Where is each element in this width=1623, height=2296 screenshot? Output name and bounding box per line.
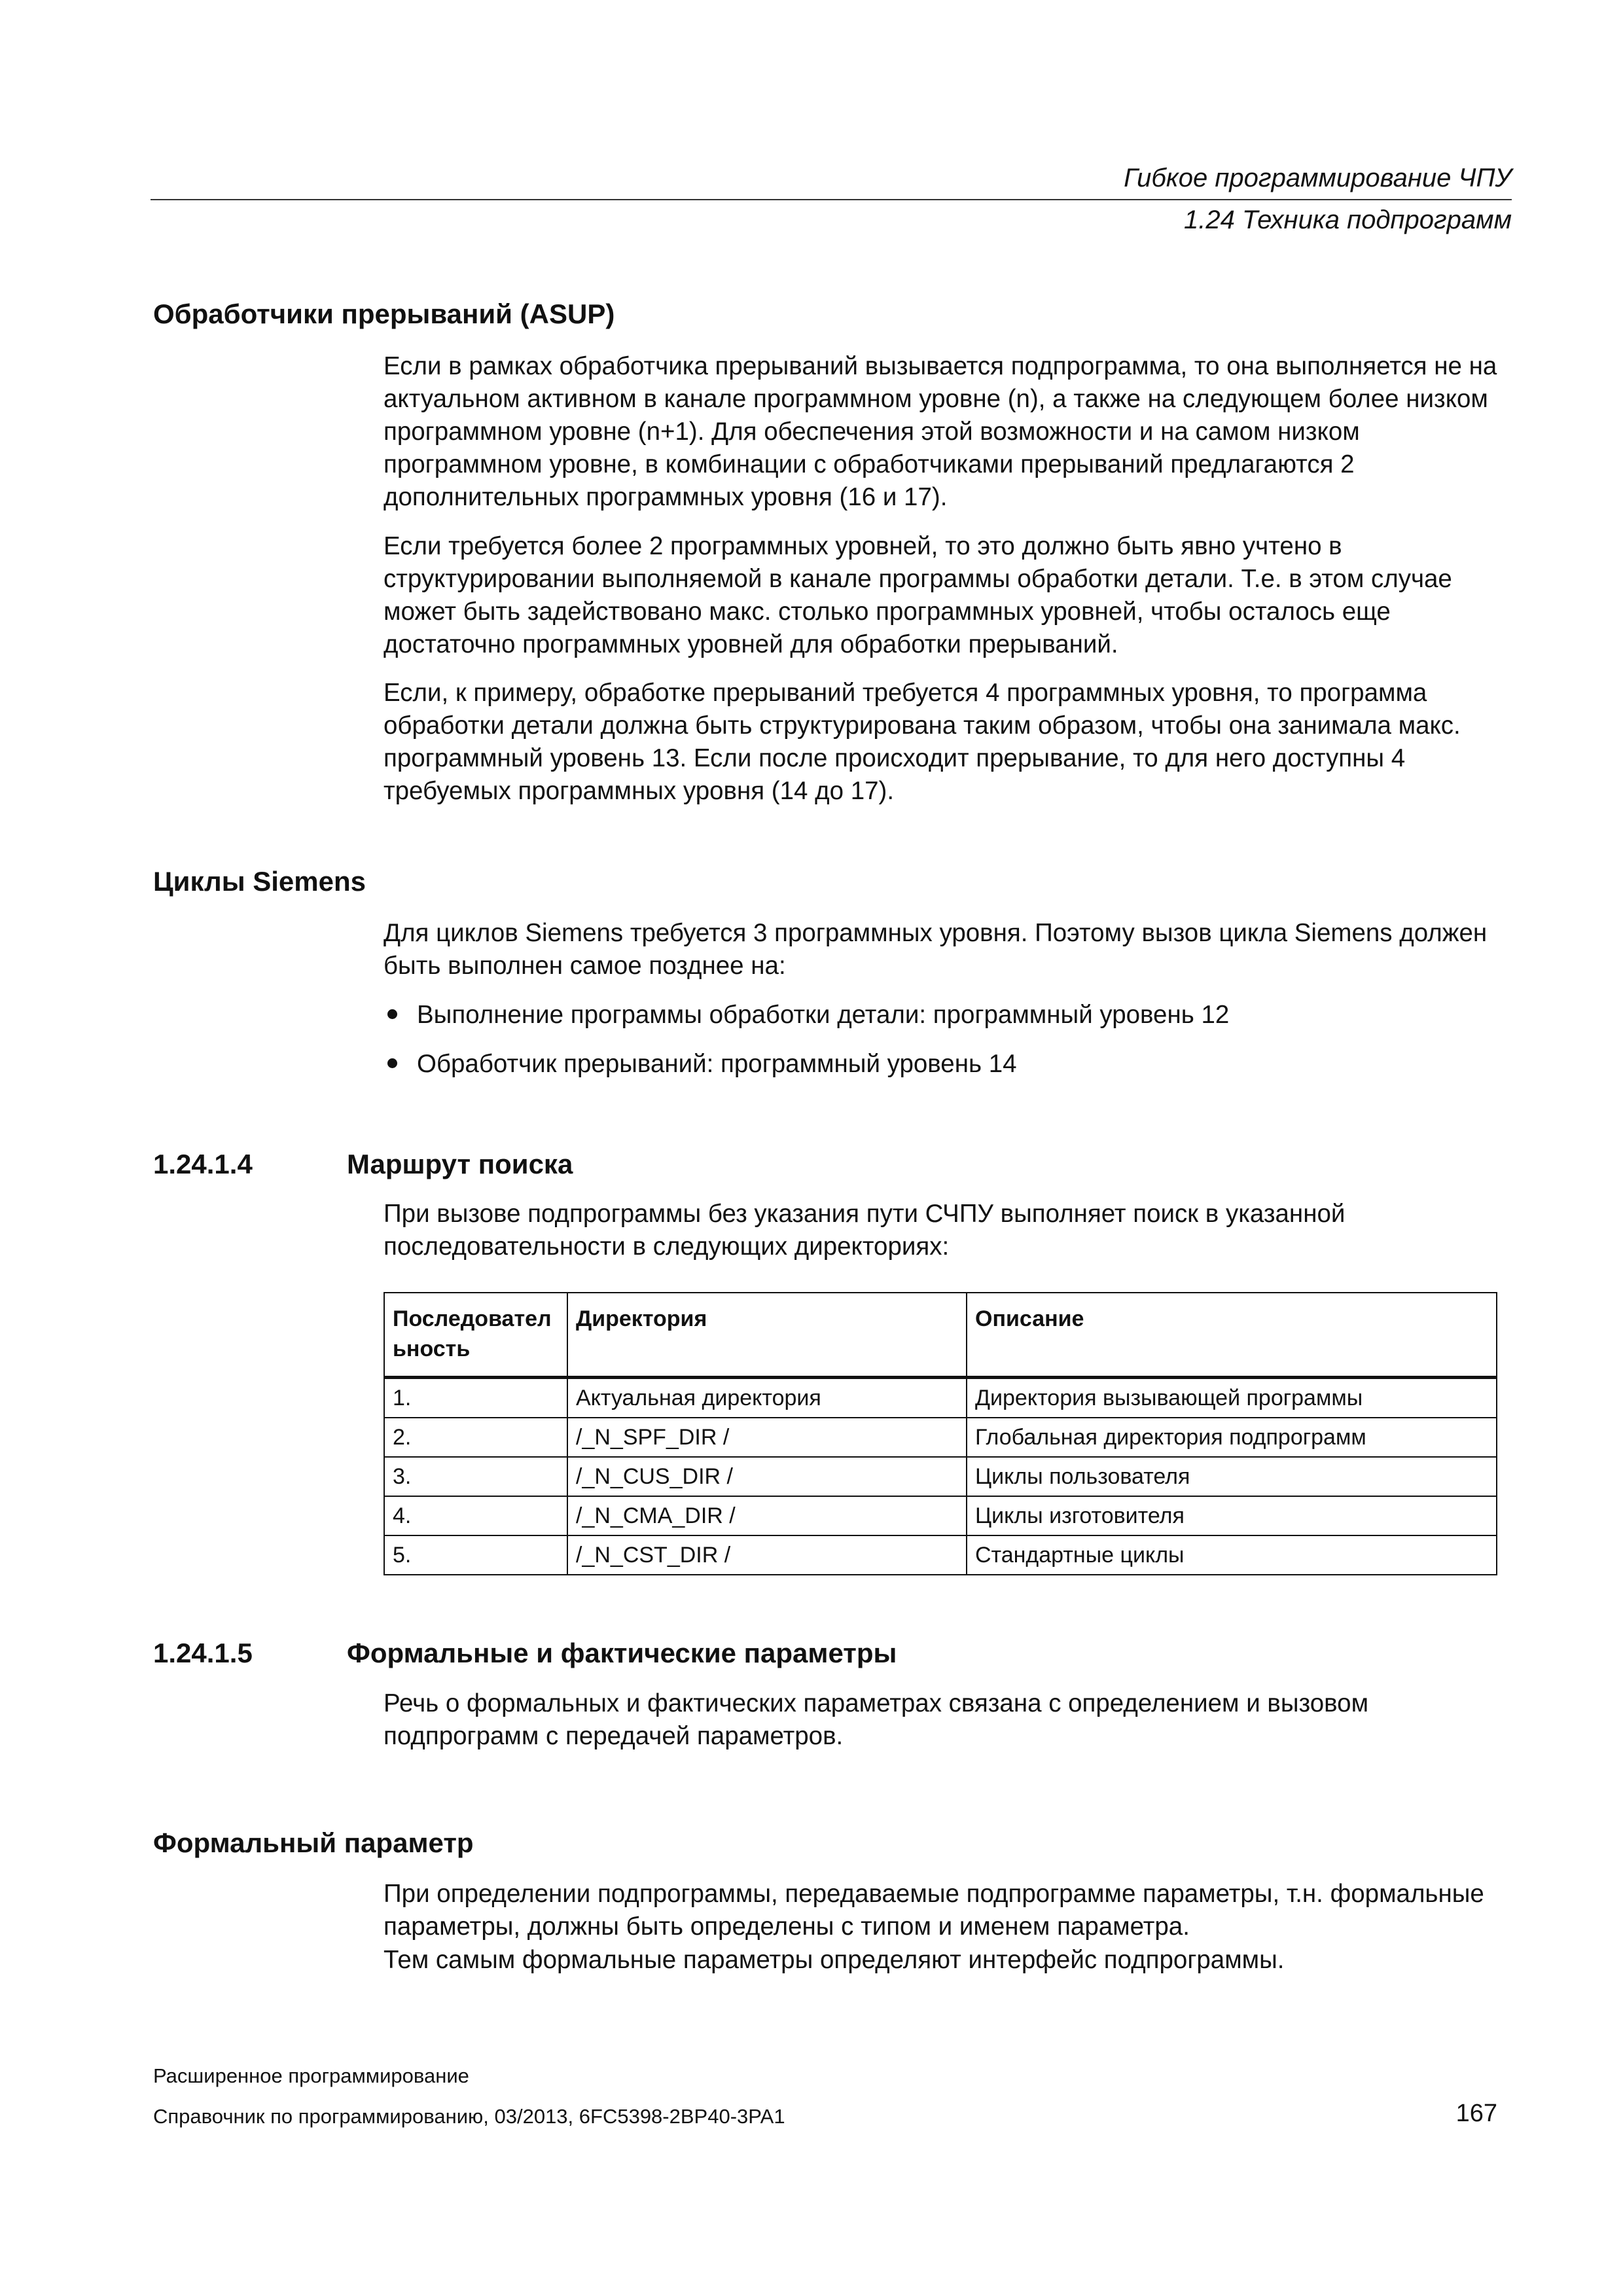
table-row xyxy=(384,1378,1497,1418)
cell-sequence: 1. xyxy=(384,1378,567,1418)
asup-paragraph-3: Если, к примеру, обработке прерываний требуется 4 программных уровня, то программа обработки детали должна быть структурирована таким образом, чтобы она занимала макс. программный уровень 13. Если после происходит прерывание, то для него доступны 4 требуемых программных уровня (14 до 17). xyxy=(383,679,1461,805)
bullet-text: Выполнение программы обработки детали: программный уровень 12 xyxy=(417,1001,1230,1029)
params-paragraph: Речь о формальных и фактических параметрах связана с определением и вызовом подпрограмм с передачей параметров. xyxy=(383,1689,1369,1750)
cell-directory: /_N_CMA_DIR / xyxy=(567,1496,967,1535)
cell-description: Циклы изготовителя xyxy=(967,1496,1497,1535)
column-header-sequence: Последовател ьность xyxy=(384,1293,567,1378)
running-header-chapter: Гибкое программирование ЧПУ xyxy=(1124,164,1512,192)
column-header-directory: Директория xyxy=(567,1293,967,1378)
heading-search-path: Маршрут поиска xyxy=(347,1149,573,1179)
bullet-text: Обработчик прерываний: программный уровень 14 xyxy=(417,1050,1017,1078)
cell-description: Директория вызывающей программы xyxy=(967,1378,1497,1418)
running-header-section: 1.24 Техника подпрограмм xyxy=(1184,206,1512,234)
footer-manual-info: Справочник по программированию, 03/2013, 6FC5398-2BP40-3PA1 xyxy=(153,2105,785,2128)
cell-directory: /_N_CST_DIR / xyxy=(567,1535,967,1575)
header-rule xyxy=(151,199,1512,200)
bullet-icon xyxy=(387,1058,397,1068)
heading-formal-parameter: Формальный параметр xyxy=(153,1827,474,1858)
search-directory-table xyxy=(383,1292,1497,1575)
heading-number-search: 1.24.1.4 xyxy=(153,1149,253,1179)
table-row xyxy=(384,1457,1497,1496)
formal-paragraph-1: При определении подпрограммы, передаваемые подпрограмме параметры, т.н. формальные параметры, должны быть определены с типом и именем параметра. xyxy=(383,1880,1484,1941)
heading-formal-actual-params: Формальные и фактические параметры xyxy=(347,1638,897,1668)
cycles-paragraph: Для циклов Siemens требуется 3 программных уровня. Поэтому вызов цикла Siemens должен быть выполнен самое позднее на: xyxy=(383,919,1488,980)
search-paragraph: При вызове подпрограммы без указания пути СЧПУ выполняет поиск в указанной последовательности в следующих директориях: xyxy=(383,1200,1346,1261)
cell-description: Циклы пользователя xyxy=(967,1457,1497,1496)
cell-description: Глобальная директория подпрограмм xyxy=(967,1418,1497,1457)
heading-number-params: 1.24.1.5 xyxy=(153,1638,253,1668)
cell-directory: Актуальная директория xyxy=(567,1378,967,1418)
asup-paragraph-2: Если требуется более 2 программных уровней, то это должно быть явно учтено в структурировании выполняемой в канале программы обработки детали. Т.е. в этом случае может быть задействовано макс. столько программных уровней, чтобы осталось еще достаточно программных уровней для обработки прерываний. xyxy=(383,532,1452,658)
table-header-row xyxy=(384,1293,1497,1378)
bullet-item xyxy=(383,999,1229,1031)
cell-sequence: 4. xyxy=(384,1496,567,1535)
cell-description: Стандартные циклы xyxy=(967,1535,1497,1575)
cell-directory: /_N_CUS_DIR / xyxy=(567,1457,967,1496)
heading-siemens-cycles: Циклы Siemens xyxy=(153,866,366,897)
cell-sequence: 2. xyxy=(384,1418,567,1457)
bullet-icon xyxy=(387,1009,397,1019)
column-header-description: Описание xyxy=(967,1293,1497,1378)
page-number: 167 xyxy=(1455,2100,1497,2127)
footer-book-title: Расширенное программирование xyxy=(153,2064,469,2087)
cell-sequence: 3. xyxy=(384,1457,567,1496)
cell-directory: /_N_SPF_DIR / xyxy=(567,1418,967,1457)
heading-asup: Обработчики прерываний (ASUP) xyxy=(153,298,615,329)
formal-paragraph-2: Тем самым формальные параметры определяют интерфейс подпрограммы. xyxy=(383,1946,1285,1974)
bullet-item xyxy=(383,1048,1017,1081)
table-row xyxy=(384,1535,1497,1575)
table-row xyxy=(384,1496,1497,1535)
cell-sequence: 5. xyxy=(384,1535,567,1575)
asup-paragraph-1: Если в рамках обработчика прерываний вызывается подпрограмма, то она выполняется не на актуальном активном в канале программном уровне (n), а также на следующем более низком программном уровне (n+1). Для обеспечения этой возможности и на самом низком программном уровне, в комбинации с обработчиками прерываний предлагаются 2 дополнительных программных уровня (16 и 17). xyxy=(383,352,1497,511)
table-row xyxy=(384,1418,1497,1457)
